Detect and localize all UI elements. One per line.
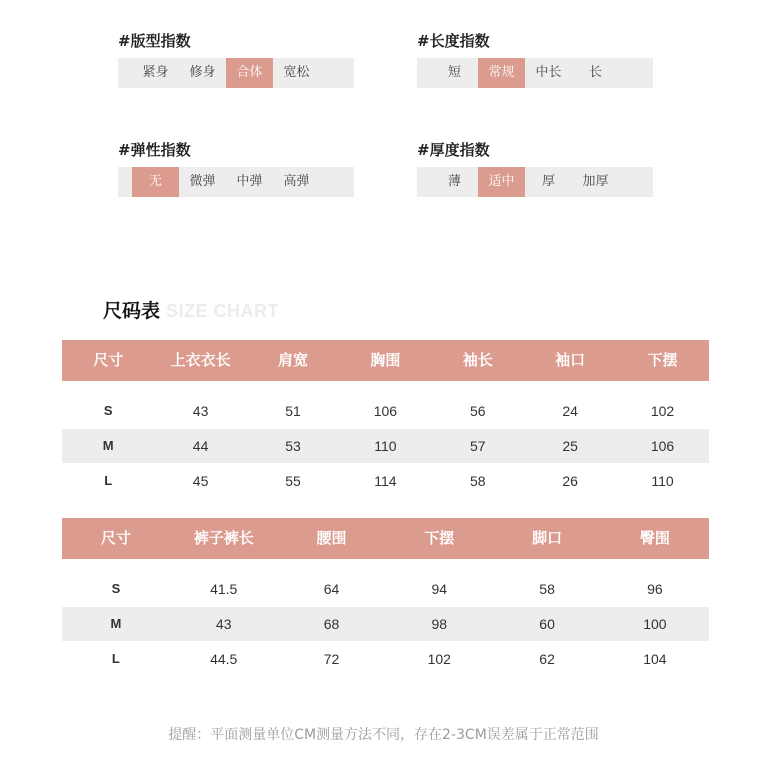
table-cell: 94: [431, 581, 448, 597]
thickness-index-title: #厚度指数: [417, 141, 490, 159]
table-header-cell: 臀围: [639, 529, 670, 547]
table-header-cell: 上衣衣长: [170, 351, 231, 369]
table-cell: L: [104, 473, 113, 488]
table-cell: S: [103, 403, 113, 418]
table-header-row: [62, 518, 709, 559]
table-cell: M: [102, 438, 114, 453]
table-cell: 110: [651, 473, 674, 489]
size-chart-subtitle: SIZE CHART: [166, 301, 280, 321]
table-header-row: [62, 340, 709, 381]
table-cell: 68: [323, 616, 340, 632]
length-option: 常规: [478, 58, 525, 88]
table-row: [62, 607, 709, 641]
fit-option: 修身: [189, 65, 216, 80]
table-cell: 98: [431, 616, 448, 632]
table-cell: 72: [323, 651, 340, 667]
table-cell: 43: [192, 403, 209, 419]
table-cell: 44: [192, 438, 209, 454]
table-cell: 114: [374, 473, 397, 489]
table-header-cell: 脚口: [532, 529, 563, 547]
table-cell: 55: [285, 473, 301, 489]
table-cell: 106: [650, 438, 675, 454]
table-cell: 56: [469, 403, 486, 419]
table-header-cell: 肩宽: [277, 351, 308, 369]
table-cell: L: [111, 651, 120, 666]
table-body: [62, 394, 709, 498]
table-header-cell: 尺寸: [93, 351, 124, 369]
table-cell: 53: [285, 438, 301, 454]
length-option: 中长: [535, 65, 562, 80]
table-cell: 45: [192, 473, 209, 489]
table-header-cell: 胸围: [370, 351, 401, 369]
table-cell: 64: [323, 581, 340, 597]
table-cell: S: [111, 581, 121, 596]
table-header-cell: 腰围: [316, 529, 347, 547]
table-header-cell: 下摆: [424, 529, 455, 547]
elasticity-index-title: #弹性指数: [118, 141, 191, 159]
fit-index: [118, 30, 354, 80]
table-cell: 25: [562, 438, 578, 454]
table-row: [62, 464, 709, 498]
table-body: [62, 572, 709, 676]
table-cell: 43: [215, 616, 232, 632]
table-header-cell: 尺寸: [100, 529, 131, 547]
elasticity-index-bar: [118, 167, 354, 197]
table-row: [62, 429, 709, 463]
table-cell: 57: [469, 438, 486, 454]
length-option: 长: [588, 65, 602, 80]
table-row: [62, 394, 709, 428]
table-cell: 41.5: [210, 581, 238, 597]
thickness-option: 厚: [541, 174, 555, 189]
length-index-title: #长度指数: [417, 32, 490, 50]
fit-option: 合体: [226, 58, 273, 88]
table-header-cell: 袖口: [555, 351, 586, 369]
thickness-index: [417, 139, 653, 189]
top-size-table: [62, 340, 709, 499]
table-cell: 58: [539, 581, 555, 597]
table-cell: 58: [469, 473, 486, 489]
table-header-cell: 裤子裤长: [193, 529, 254, 547]
elasticity-option: 中弹: [236, 174, 263, 189]
table-row: [62, 572, 709, 606]
bottom-size-table: [62, 518, 709, 677]
table-cell: 26: [562, 473, 578, 489]
measurement-footnote: 提醒：平面测量单位CM测量方法不同，存在2-3CM误差属于正常范围: [168, 727, 599, 743]
table-cell: 104: [643, 651, 667, 667]
fit-option: 紧身: [142, 65, 169, 80]
elasticity-index: [118, 139, 354, 189]
thickness-option: 适中: [478, 167, 525, 197]
thickness-option: 加厚: [582, 174, 609, 189]
size-chart-heading: [103, 296, 279, 324]
thickness-option: 薄: [447, 174, 461, 189]
table-cell: M: [110, 616, 122, 631]
table-cell: 51: [285, 403, 301, 419]
table-cell: 100: [643, 616, 667, 632]
table-cell: 60: [539, 616, 555, 632]
length-index-bar: [417, 58, 653, 88]
size-chart-title: 尺码表: [103, 300, 161, 322]
length-index: [417, 30, 653, 80]
table-header-cell: 下摆: [647, 351, 678, 369]
table-cell: 44.5: [210, 651, 238, 667]
table-header-cell: 袖长: [462, 351, 493, 369]
fit-option: 宽松: [283, 65, 310, 80]
table-cell: 102: [650, 403, 675, 419]
fit-index-title: #版型指数: [118, 32, 191, 50]
elasticity-option: 高弹: [283, 174, 310, 189]
elasticity-option: 无: [132, 167, 179, 197]
fit-index-bar: [118, 58, 354, 88]
table-cell: 102: [427, 651, 451, 667]
table-row: [62, 642, 709, 676]
table-cell: 62: [539, 651, 555, 667]
table-cell: 24: [562, 403, 578, 419]
table-cell: 96: [647, 581, 663, 597]
table-cell: 106: [373, 403, 398, 419]
length-option: 短: [447, 65, 461, 80]
elasticity-option: 微弹: [189, 174, 216, 189]
table-cell: 110: [374, 438, 397, 454]
thickness-index-bar: [417, 167, 653, 197]
